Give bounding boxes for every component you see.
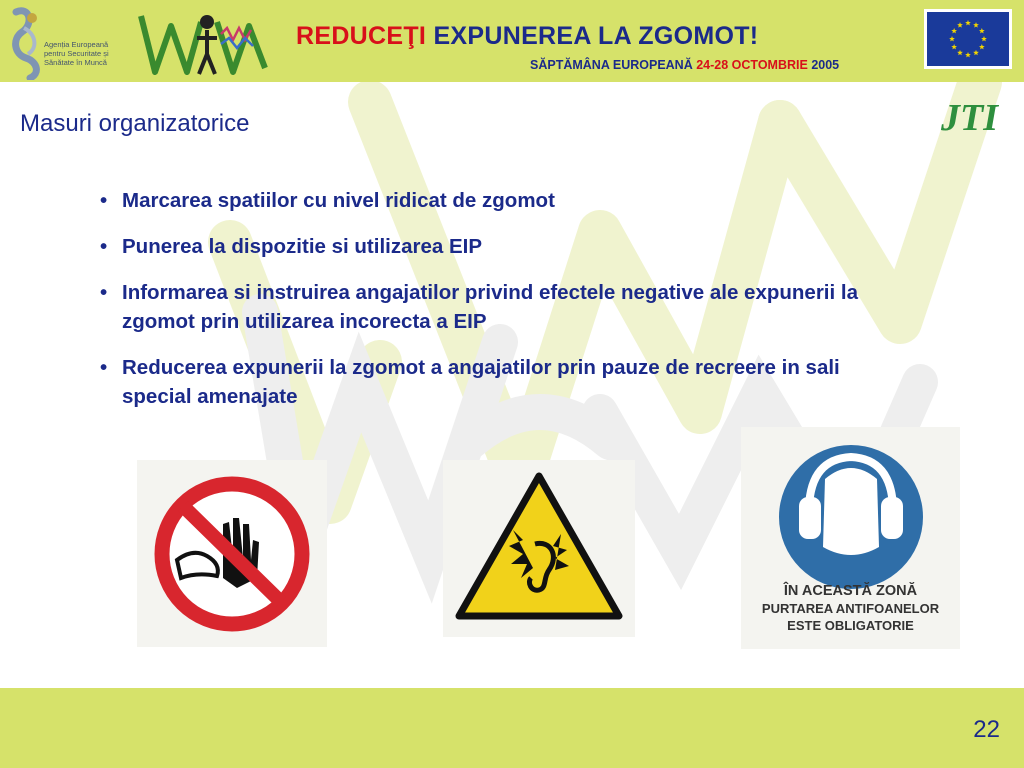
- jti-logo-icon: [937, 94, 999, 138]
- subline-week: SĂPTĂMÂNA EUROPEANĂ: [530, 58, 693, 72]
- subline-year: 2005: [811, 58, 840, 72]
- agency-name: [44, 40, 109, 67]
- headline-red: REDUCEŢI: [296, 22, 427, 50]
- eu-flag-icon: [924, 9, 1012, 69]
- campaign-subline: [530, 58, 839, 72]
- sign-caption: [741, 583, 960, 634]
- prohibition-sign-icon: [137, 460, 327, 647]
- headline-blue: EXPUNEREA LA ZGOMOT!: [433, 22, 759, 50]
- headline: [296, 22, 758, 51]
- sign-caption-line: PURTAREA ANTIFOANELOR: [761, 601, 940, 616]
- footer-bar: [0, 688, 1024, 768]
- bullet-item: • Informarea si instruirea angajatilor privind efectele negative ale expunerii la zgomot prin utilizarea incorecta a EIP: [98, 278, 868, 336]
- bullet-item: • Punerea la dispozitie si utilizarea EIP: [98, 232, 868, 261]
- slide-title: Masuri organizatorice: [20, 110, 250, 137]
- agency-line: Agenția Europeană: [44, 40, 109, 49]
- page-number: 22: [973, 716, 1000, 743]
- bullet-item: • Reducerea expunerii la zgomot a angajatilor prin pauze de recreere in sali special amenajate: [98, 353, 868, 411]
- warning-noise-sign-icon: [443, 460, 635, 637]
- campaign-logo-icon: [137, 2, 272, 80]
- sign-caption-line: ÎN ACEASTĂ ZONĂ: [783, 583, 918, 599]
- bullet-list: [98, 186, 868, 428]
- subline-dates: 24-28 OCTOMBRIE: [696, 58, 808, 72]
- agency-line: Sănătate în Muncă: [44, 58, 107, 67]
- agency-line: pentru Securitate și: [44, 49, 109, 58]
- jti-logo-text: JTI: [941, 97, 998, 138]
- bullet-item: • Marcarea spatiilor cu nivel ridicat de zgomot: [98, 186, 868, 215]
- sign-caption-line: ESTE OBLIGATORIE: [787, 618, 914, 633]
